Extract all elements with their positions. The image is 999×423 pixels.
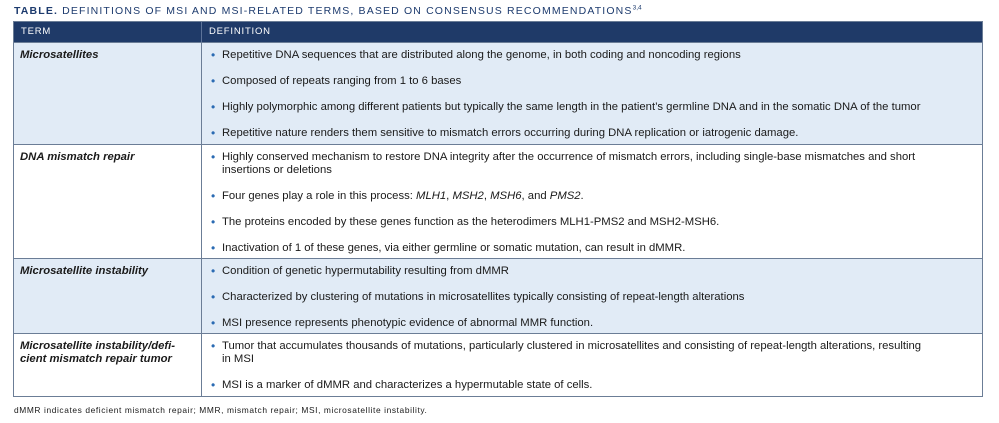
- item-text: Inactivation of 1 of these genes, via either germline or somatic mutation, can result in dMMR.: [222, 242, 686, 254]
- list-item: [210, 49, 982, 62]
- bullet-icon: •: [211, 316, 216, 330]
- gene-name: PMS2: [549, 190, 581, 202]
- list-item: [210, 379, 982, 392]
- bullet-icon: •: [211, 215, 216, 229]
- gene-name: MSH2: [452, 190, 484, 202]
- table-header: [14, 22, 982, 42]
- list-item: [210, 317, 982, 330]
- list-item: [210, 242, 982, 255]
- item-text: MSI presence represents phenotypic evidence of abnormal MMR function.: [222, 317, 594, 329]
- header-definition: DEFINITION: [209, 26, 271, 37]
- term-cell: Microsatellite instability: [14, 259, 202, 333]
- list-item: [210, 101, 982, 114]
- item-text: Composed of repeats ranging from 1 to 6 bases: [222, 75, 462, 87]
- bullet-icon: •: [211, 189, 216, 203]
- gene-name: MSH6: [490, 190, 522, 202]
- list-item: [210, 265, 982, 278]
- bullet-icon: •: [211, 100, 216, 114]
- table-row-dna-mismatch-repair: [14, 144, 982, 258]
- definitions-table: [13, 21, 983, 397]
- separator: ,: [446, 190, 453, 202]
- term-cell: Microsatellites: [14, 43, 202, 144]
- bullet-icon: •: [211, 74, 216, 88]
- item-text: The proteins encoded by these genes function as the heterodimers MLH1-PMS2 and MSH2-MSH6.: [222, 216, 720, 228]
- item-text: MSI is a marker of dMMR and characterizes a hypermutable state of cells.: [222, 379, 593, 391]
- bullet-icon: •: [211, 241, 216, 255]
- list-item: [210, 75, 982, 88]
- list-item: [210, 151, 982, 177]
- caption-text: DEFINITIONS OF MSI AND MSI-RELATED TERMS, BASED ON CONSENSUS RECOMMENDATIONS: [58, 5, 633, 17]
- table-caption: [14, 5, 642, 17]
- item-text: Repetitive nature renders them sensitive to mismatch errors occurring during DNA replication or iatrogenic damage.: [222, 127, 799, 139]
- definition-cell: [202, 145, 982, 258]
- term-cell: DNA mismatch repair: [14, 145, 202, 258]
- bullet-icon: •: [211, 48, 216, 62]
- table-row-msi-dmmr-tumor: [14, 333, 982, 396]
- term-cell: Microsatellite instability/defi-cient mismatch repair tumor: [14, 334, 202, 396]
- list-item: [210, 216, 982, 229]
- bullet-icon: •: [211, 378, 216, 392]
- separator: ,: [483, 190, 491, 202]
- table-footnote: dMMR indicates deficient mismatch repair; MMR, mismatch repair; MSI, microsatellite instability.: [14, 405, 428, 415]
- item-text: Highly conserved mechanism to restore DNA integrity after the occurrence of mismatch errors, including single-base mismatches and short insertions or deletions: [222, 151, 916, 176]
- bullet-icon: •: [211, 126, 216, 140]
- list-item: [210, 127, 982, 140]
- separator: , and: [521, 190, 550, 202]
- list-item: [210, 340, 982, 366]
- bullet-icon: •: [211, 150, 216, 164]
- item-text: Highly polymorphic among different patients but typically the same length in the patient’s germline DNA and in the somatic DNA of the tumor: [222, 101, 921, 113]
- item-suffix: .: [580, 190, 584, 202]
- definition-cell: [202, 259, 982, 333]
- gene-name: MLH1: [416, 190, 447, 202]
- caption-references: 3,4: [632, 4, 642, 12]
- bullet-icon: •: [211, 264, 216, 278]
- item-text: Condition of genetic hypermutability resulting from dMMR: [222, 265, 509, 277]
- header-term: TERM: [14, 22, 202, 42]
- definition-cell: [202, 43, 982, 144]
- table-row-microsatellite-instability: [14, 258, 982, 333]
- item-text: Repetitive DNA sequences that are distributed along the genome, in both coding and noncoding regions: [222, 49, 741, 61]
- list-item: [210, 291, 982, 304]
- bullet-icon: •: [211, 290, 216, 304]
- item-text: Four genes play a role in this process:: [222, 190, 417, 202]
- table-row-microsatellites: [14, 42, 982, 144]
- definition-cell: [202, 334, 982, 396]
- bullet-icon: •: [211, 339, 216, 353]
- item-text: Characterized by clustering of mutations in microsatellites typically consisting of repeat-length alterations: [222, 291, 745, 303]
- item-text: Tumor that accumulates thousands of mutations, particularly clustered in microsatellites and consisting of repeat-length alterations, resulting in MSI: [222, 340, 922, 365]
- list-item: [210, 190, 982, 203]
- caption-lead: TABLE.: [14, 5, 59, 17]
